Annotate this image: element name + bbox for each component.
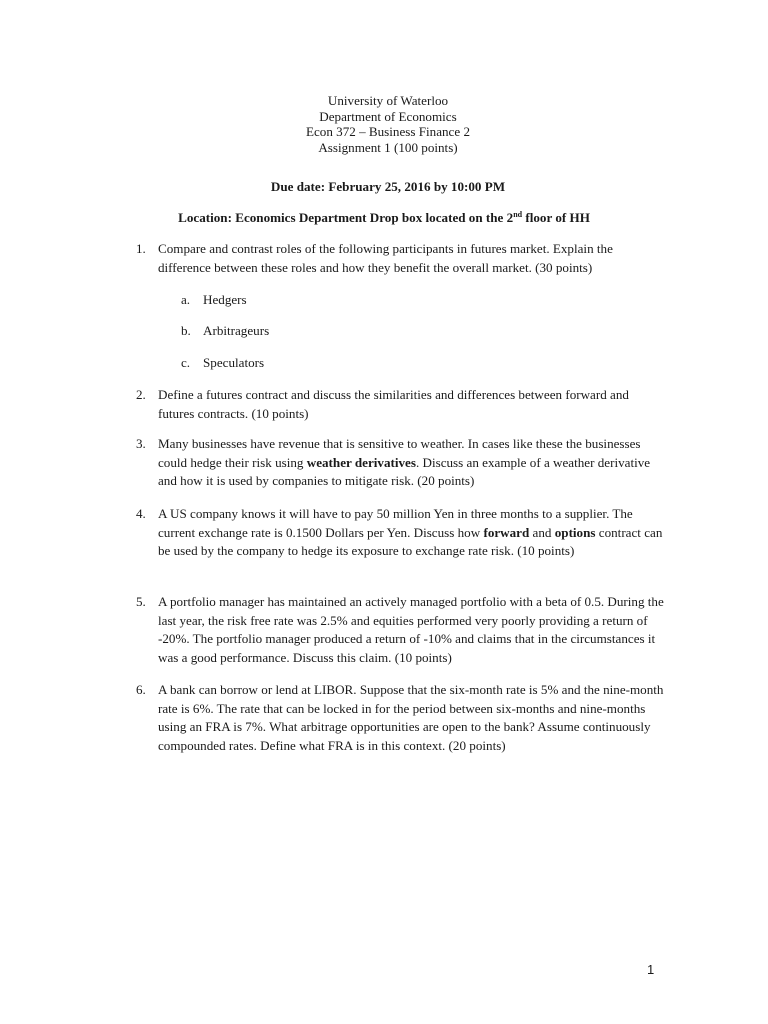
sub-item-label: a.	[181, 292, 191, 307]
question-text: Compare and contrast roles of the following participants in futures market. Explain the difference between these roles and how they benefit the overall market. (30 points)	[158, 241, 613, 275]
question-text-part: . Discuss an example of a weather derivative and how it is used by companies to mitigate risk. (20 points)	[158, 454, 651, 488]
university-name: University of Waterloo	[327, 93, 449, 108]
question-text-part: contract can be used by the company to hedge its exposure to exchange rate risk. (10 points)	[158, 524, 663, 558]
question-text-part: and	[529, 524, 555, 540]
question-number: 2.	[136, 387, 146, 402]
question-text: A bank can borrow or lend at LIBOR. Suppose that the six-month rate is 5% and the nine-month rate is 6%. The rate that can be locked in for the period between six-months and nine-months using an FRA is 7%. What arbitrage opportunities are open to the bank? Assume continuously compounded rates. Define what FRA is in this context. (20 points)	[158, 682, 664, 753]
sub-item-text: Speculators	[203, 355, 265, 370]
submission-location	[0, 209, 768, 228]
course-title: Econ 372 – Business Finance 2	[305, 124, 471, 139]
sub-item-label: b.	[181, 323, 191, 338]
question-text	[158, 435, 666, 491]
due-date: Due date: February 25, 2016 by 10:00 PM	[270, 179, 506, 194]
assignment-title: Assignment 1 (100 points)	[318, 139, 458, 155]
question-text-part: A US company knows it will have to pay 50 million Yen in three months to a supplier. The current exchange rate is 0.1500 Dollars per Yen. Discuss how	[158, 506, 633, 540]
department-name: Department of Economics	[319, 108, 457, 124]
location-prefix: Location: Economics Department Drop box located on the 2	[178, 210, 514, 225]
document-header	[0, 93, 768, 155]
sub-item-text: Hedgers	[203, 292, 247, 307]
question-text-part: Many businesses have revenue that is sensitive to weather. In cases like these the businesses could hedge their risk using	[158, 436, 641, 470]
question-number: 1.	[136, 241, 146, 256]
question-text: Define a futures contract and discuss the similarities and differences between forward and futures contracts. (10 points)	[158, 387, 629, 421]
sub-item-label: c.	[181, 355, 191, 370]
page-number: 1	[647, 962, 655, 977]
question-text	[158, 505, 666, 561]
question-bold-term: weather derivatives	[306, 454, 416, 470]
question-number: 3.	[136, 436, 146, 451]
question-bold-term: options	[554, 524, 596, 540]
question-bold-term: forward	[483, 524, 530, 540]
question-number: 4.	[136, 506, 146, 521]
question-text: A portfolio manager has maintained an actively managed portfolio with a beta of 0.5. During the last year, the risk free rate was 2.5% and equities performed very poorly providing a return of -20%. The portfolio manager produced a return of -10% and claims that in the circumstances it was a good performance. Discuss this claim. (10 points)	[158, 594, 664, 665]
location-suffix: floor of HH	[522, 210, 590, 225]
question-number: 6.	[136, 682, 146, 697]
location-superscript: nd	[513, 210, 523, 219]
question-number: 5.	[136, 594, 146, 609]
sub-item-text: Arbitrageurs	[203, 323, 270, 338]
